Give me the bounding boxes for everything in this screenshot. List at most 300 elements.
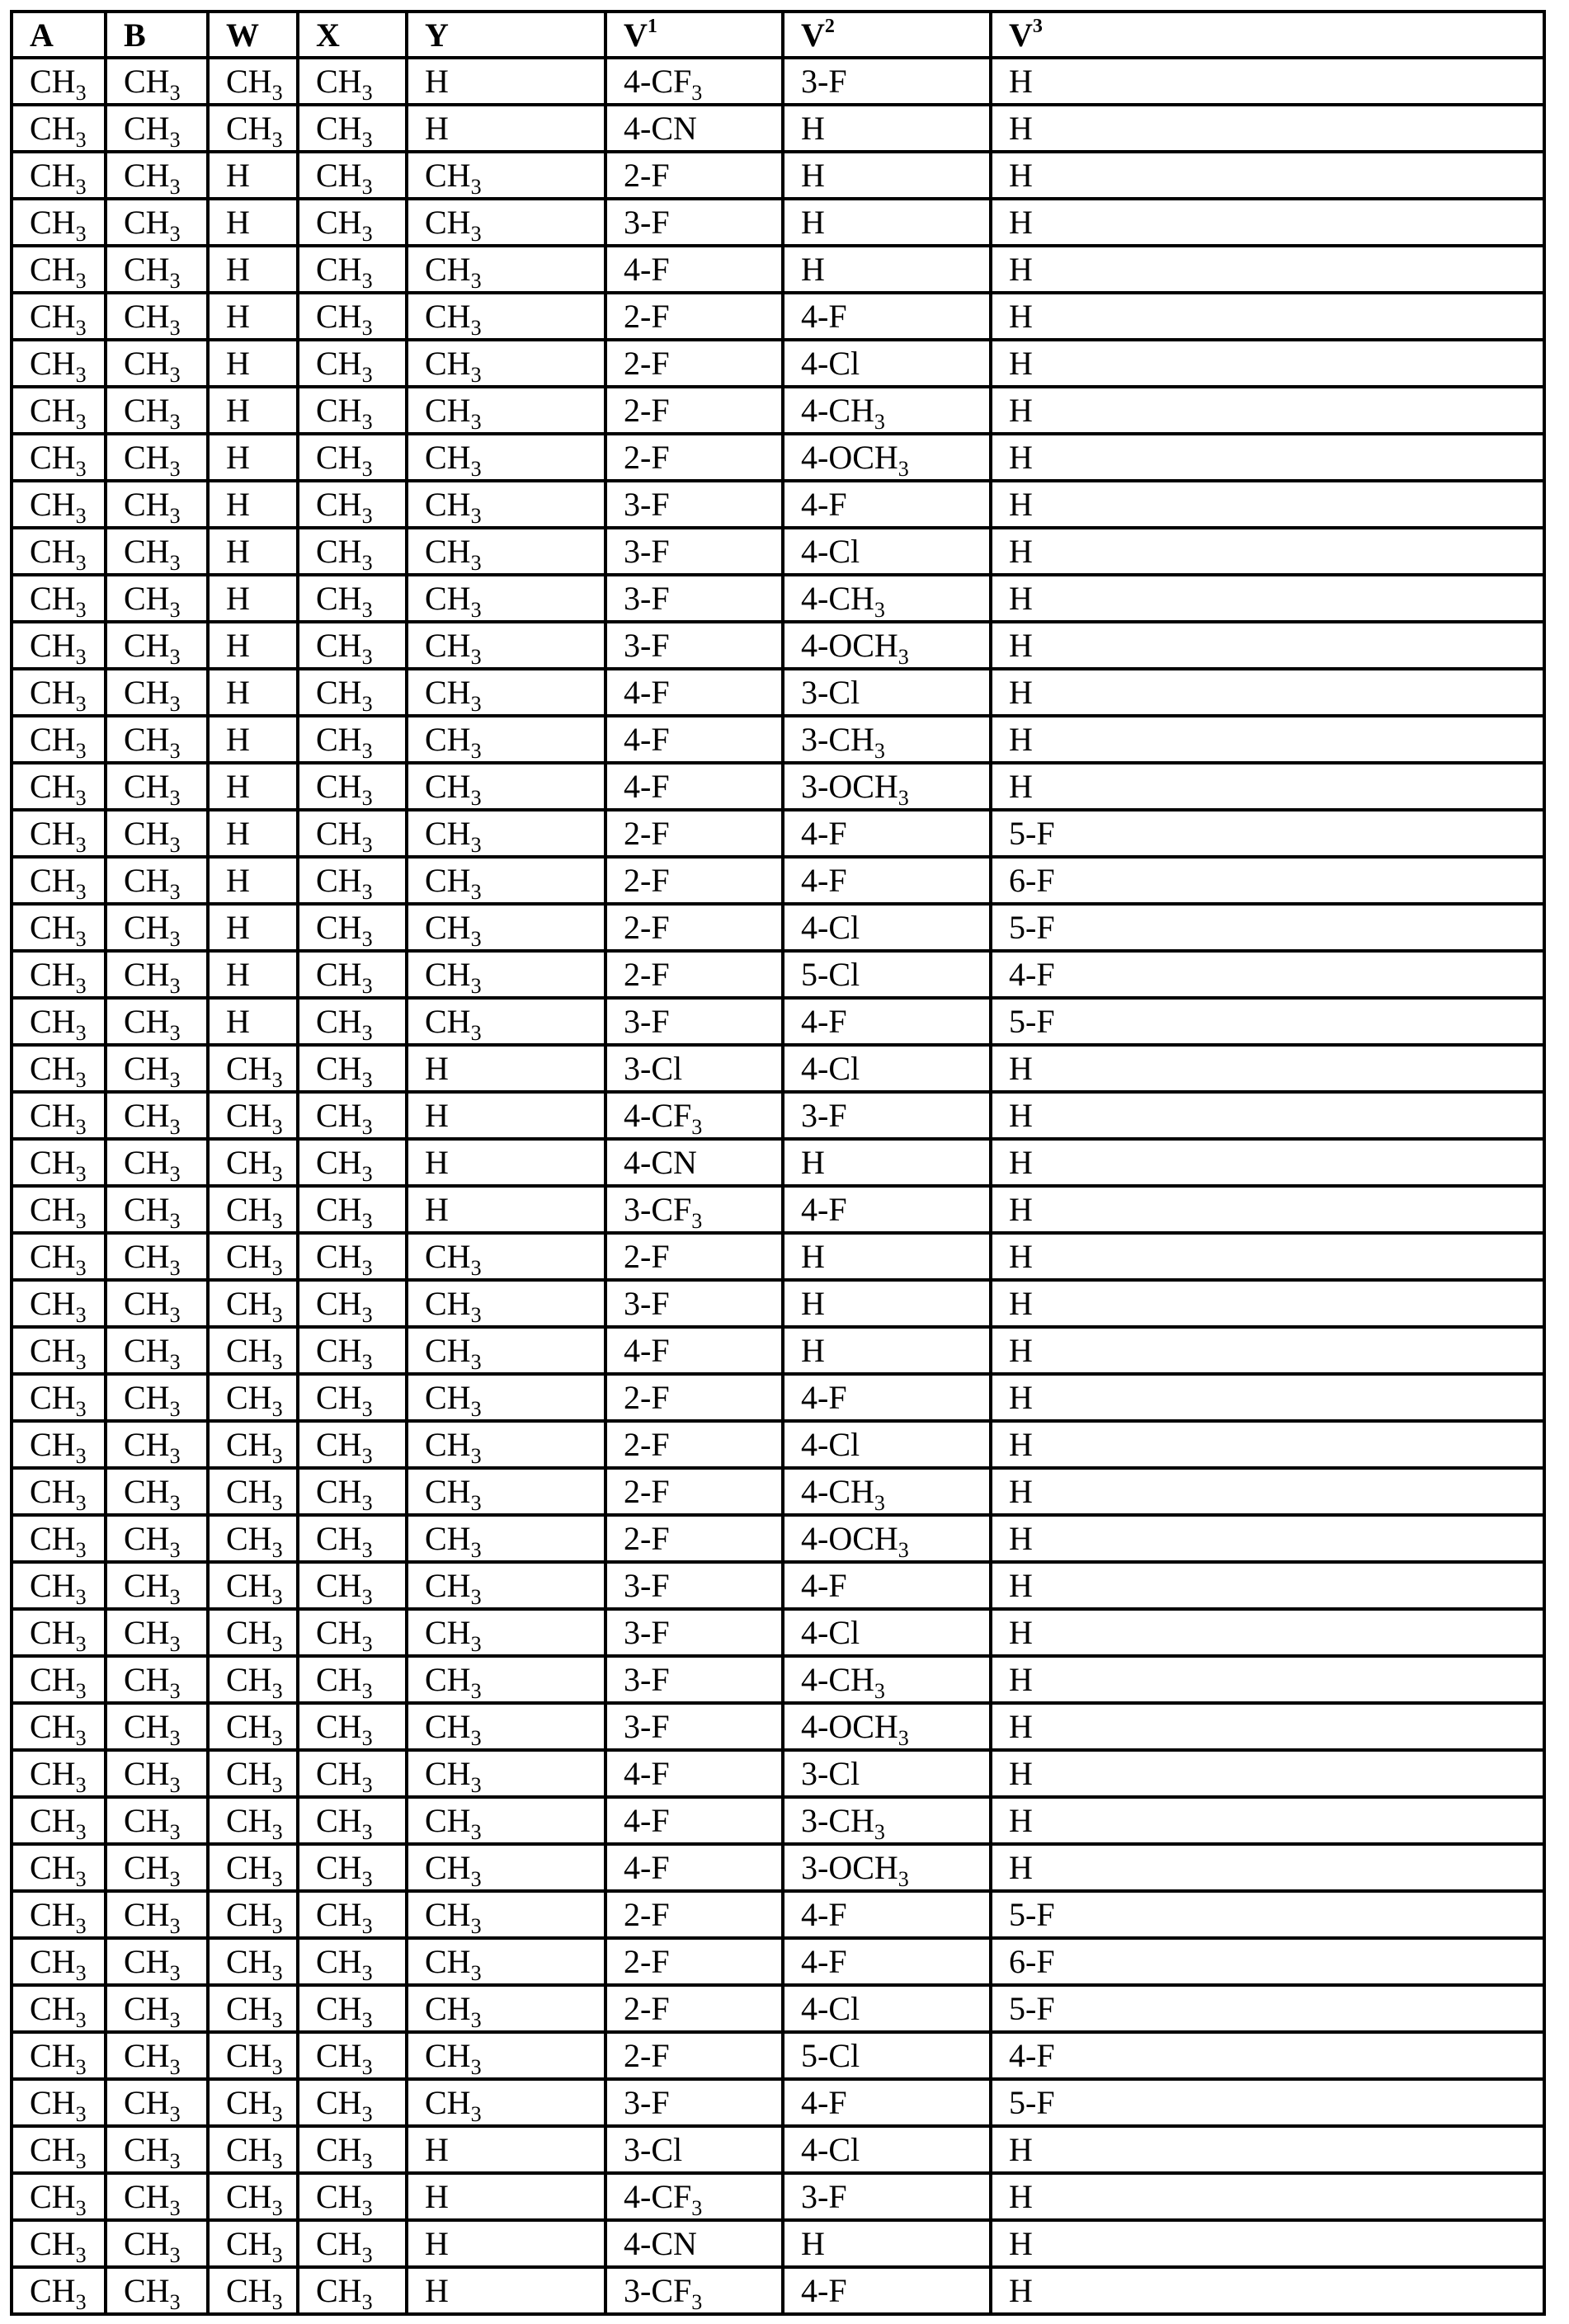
table-cell: $CH_3$	[407, 575, 605, 622]
table-cell: $CH_3$	[298, 199, 407, 246]
table-cell: H	[208, 575, 298, 622]
table-cell: 4-Cl	[783, 528, 991, 575]
table-cell: $3-CF_3$	[605, 1186, 783, 1233]
table-cell: $CH_3$	[298, 1327, 407, 1374]
table-cell: 2-F	[605, 152, 783, 199]
table-cell: $CH_3$	[407, 1233, 605, 1280]
table-cell: $CH_3$	[106, 58, 208, 105]
table-cell: H	[991, 1045, 1544, 1092]
table-cell: $CH_3$	[298, 1374, 407, 1421]
table-cell: $CH_3$	[208, 2173, 298, 2220]
table-cell: H	[991, 1844, 1544, 1891]
table-cell: $CH_3$	[12, 1562, 106, 1609]
table-cell: H	[991, 293, 1544, 340]
table-cell: H	[208, 622, 298, 669]
table-row	[12, 1703, 1544, 1750]
table-cell: H	[208, 340, 298, 387]
column-header-x: X	[298, 12, 407, 58]
table-cell: 5-F	[991, 1985, 1544, 2032]
table-cell: 4-F	[783, 1562, 991, 1609]
table-cell: $CH_3$	[407, 716, 605, 763]
table-cell: 4-F	[605, 1327, 783, 1374]
table-cell: $4-OCH_3$	[783, 622, 991, 669]
table-cell: $CH_3$	[208, 1515, 298, 1562]
table-cell: 3-F	[605, 1609, 783, 1656]
table-cell: $CH_3$	[208, 1891, 298, 1938]
column-header-y: Y	[407, 12, 605, 58]
table-cell: 3-F	[605, 622, 783, 669]
table-cell: $CH_3$	[106, 575, 208, 622]
table-cell: 4-F	[783, 1374, 991, 1421]
table-cell: $CH_3$	[298, 622, 407, 669]
table-cell: H	[991, 528, 1544, 575]
table-cell: 3-Cl	[605, 2126, 783, 2173]
table-cell: $CH_3$	[298, 2126, 407, 2173]
table-cell: $CH_3$	[12, 2126, 106, 2173]
table-cell: $CH_3$	[407, 1280, 605, 1327]
table-cell: $CH_3$	[407, 1844, 605, 1891]
table-cell: 3-F	[605, 481, 783, 528]
table-cell: $CH_3$	[12, 857, 106, 904]
table-cell: $CH_3$	[106, 622, 208, 669]
table-cell: 2-F	[605, 810, 783, 857]
table-cell: 4-F	[783, 481, 991, 528]
table-cell: $CH_3$	[298, 481, 407, 528]
table-row	[12, 1797, 1544, 1844]
table-cell: $CH_3$	[298, 58, 407, 105]
table-cell: 4-Cl	[783, 1045, 991, 1092]
table-cell: $CH_3$	[298, 2220, 407, 2267]
table-cell: 4-F	[783, 293, 991, 340]
column-header-a: A	[12, 12, 106, 58]
table-cell: H	[991, 1421, 1544, 1468]
table-cell: H	[991, 622, 1544, 669]
table-cell: H	[407, 105, 605, 152]
table-cell: $CH_3$	[407, 1703, 605, 1750]
table-cell: H	[991, 1327, 1544, 1374]
table-cell: $CH_3$	[208, 1750, 298, 1797]
table-row	[12, 998, 1544, 1045]
table-cell: $CH_3$	[106, 1985, 208, 2032]
table-cell: H	[991, 1703, 1544, 1750]
table-cell: 4-Cl	[783, 2126, 991, 2173]
table-cell: $CH_3$	[12, 2220, 106, 2267]
table-cell: 4-F	[783, 2267, 991, 2314]
table-cell: 4-F	[991, 951, 1544, 998]
table-cell: $CH_3$	[298, 763, 407, 810]
table-cell: $CH_3$	[106, 1891, 208, 1938]
table-cell: $CH_3$	[298, 904, 407, 951]
column-header-b: B	[106, 12, 208, 58]
table-cell: H	[208, 716, 298, 763]
table-cell: H	[208, 152, 298, 199]
table-cell: H	[208, 810, 298, 857]
table-cell: 4-CN	[605, 1139, 783, 1186]
table-cell: $4-CH_3$	[783, 1656, 991, 1703]
table-cell: H	[991, 1750, 1544, 1797]
table-cell: 4-F	[605, 669, 783, 716]
table-cell: $CH_3$	[12, 1609, 106, 1656]
table-cell: H	[991, 1233, 1544, 1280]
table-cell: $CH_3$	[12, 763, 106, 810]
table-cell: H	[783, 105, 991, 152]
table-cell: 3-F	[605, 1280, 783, 1327]
table-cell: $4-OCH_3$	[783, 1515, 991, 1562]
table-cell: H	[991, 1186, 1544, 1233]
table-cell: $CH_3$	[208, 1703, 298, 1750]
table-cell: H	[991, 763, 1544, 810]
table-cell: $CH_3$	[106, 810, 208, 857]
table-cell: H	[208, 481, 298, 528]
table-cell: $CH_3$	[407, 293, 605, 340]
table-cell: 4-F	[605, 1797, 783, 1844]
table-cell: H	[208, 528, 298, 575]
table-cell: H	[991, 105, 1544, 152]
table-cell: $3-CH_3$	[783, 716, 991, 763]
table-cell: $CH_3$	[208, 2032, 298, 2079]
table-cell: $CH_3$	[106, 246, 208, 293]
table-cell: H	[783, 1327, 991, 1374]
table-cell: $CH_3$	[298, 575, 407, 622]
table-cell: H	[407, 58, 605, 105]
table-cell: $CH_3$	[298, 1092, 407, 1139]
table-cell: $CH_3$	[106, 293, 208, 340]
table-cell: $CH_3$	[208, 1938, 298, 1985]
table-cell: 3-F	[605, 1703, 783, 1750]
table-cell: $CH_3$	[106, 1468, 208, 1515]
table-cell: 4-Cl	[783, 1609, 991, 1656]
table-cell: $CH_3$	[106, 1609, 208, 1656]
table-cell: H	[783, 152, 991, 199]
table-row	[12, 669, 1544, 716]
table-cell: H	[991, 152, 1544, 199]
table-cell: $CH_3$	[298, 716, 407, 763]
table-cell: 2-F	[605, 2032, 783, 2079]
table-cell: H	[208, 857, 298, 904]
table-cell: $CH_3$	[407, 1421, 605, 1468]
table-cell: $CH_3$	[12, 1515, 106, 1562]
table-cell: H	[783, 199, 991, 246]
table-cell: $CH_3$	[407, 2079, 605, 2126]
table-cell: $CH_3$	[298, 1139, 407, 1186]
table-row	[12, 1938, 1544, 1985]
table-cell: $CH_3$	[298, 340, 407, 387]
table-cell: $4-OCH_3$	[783, 434, 991, 481]
table-cell: $CH_3$	[106, 1750, 208, 1797]
table-cell: $CH_3$	[12, 716, 106, 763]
table-cell: 4-CN	[605, 2220, 783, 2267]
table-cell: $CH_3$	[12, 575, 106, 622]
table-cell: $CH_3$	[106, 199, 208, 246]
table-cell: $CH_3$	[298, 857, 407, 904]
table-cell: $CH_3$	[106, 669, 208, 716]
table-cell: $CH_3$	[407, 1515, 605, 1562]
table-cell: $CH_3$	[407, 1562, 605, 1609]
table-cell: $CH_3$	[298, 434, 407, 481]
table-cell: $CH_3$	[106, 904, 208, 951]
table-cell: H	[991, 199, 1544, 246]
table-cell: $CH_3$	[12, 293, 106, 340]
table-cell: $CH_3$	[12, 1421, 106, 1468]
table-cell: H	[208, 669, 298, 716]
table-cell: $CH_3$	[298, 1186, 407, 1233]
table-cell: $CH_3$	[407, 152, 605, 199]
table-row	[12, 1891, 1544, 1938]
table-cell: $CH_3$	[298, 669, 407, 716]
table-cell: $CH_3$	[12, 1092, 106, 1139]
table-body	[12, 58, 1544, 2314]
table-cell: $CH_3$	[106, 1562, 208, 1609]
table-cell: $CH_3$	[106, 2032, 208, 2079]
table-cell: $CH_3$	[298, 1233, 407, 1280]
table-cell: $CH_3$	[208, 2267, 298, 2314]
table-cell: $CH_3$	[208, 1797, 298, 1844]
header-row	[12, 12, 1544, 58]
table-row	[12, 904, 1544, 951]
table-cell: H	[407, 1045, 605, 1092]
table-cell: $CH_3$	[12, 810, 106, 857]
table-cell: $CH_3$	[208, 1656, 298, 1703]
table-cell: $CH_3$	[298, 1468, 407, 1515]
table-cell: H	[407, 2173, 605, 2220]
table-cell: $4-CH_3$	[783, 1468, 991, 1515]
table-row	[12, 340, 1544, 387]
table-cell: $CH_3$	[208, 1562, 298, 1609]
table-cell: $CH_3$	[298, 105, 407, 152]
table-row	[12, 1844, 1544, 1891]
table-cell: $CH_3$	[208, 2126, 298, 2173]
table-cell: 3-F	[605, 2079, 783, 2126]
table-cell: $3-OCH_3$	[783, 763, 991, 810]
table-cell: $CH_3$	[106, 1233, 208, 1280]
table-cell: $CH_3$	[407, 1985, 605, 2032]
table-cell: $CH_3$	[106, 528, 208, 575]
table-row	[12, 2220, 1544, 2267]
table-cell: H	[991, 2220, 1544, 2267]
table-cell: $CH_3$	[208, 105, 298, 152]
table-cell: $CH_3$	[298, 152, 407, 199]
table-cell: $CH_3$	[106, 1045, 208, 1092]
substituent-table	[10, 10, 1546, 2316]
table-row	[12, 716, 1544, 763]
table-cell: 2-F	[605, 387, 783, 434]
table-cell: 4-F	[605, 716, 783, 763]
table-cell: $CH_3$	[298, 246, 407, 293]
table-cell: $CH_3$	[12, 340, 106, 387]
table-cell: $CH_3$	[208, 58, 298, 105]
table-cell: $CH_3$	[407, 2032, 605, 2079]
table-cell: 4-F	[605, 763, 783, 810]
table-cell: 3-Cl	[783, 1750, 991, 1797]
table-cell: $CH_3$	[12, 58, 106, 105]
table-cell: $CH_3$	[12, 1374, 106, 1421]
table-cell: $CH_3$	[106, 1092, 208, 1139]
table-row	[12, 810, 1544, 857]
table-cell: 4-F	[783, 1938, 991, 1985]
table-row	[12, 1562, 1544, 1609]
column-header-v3: $V^3$	[991, 12, 1544, 58]
table-cell: 2-F	[605, 951, 783, 998]
table-cell: 4-F	[605, 246, 783, 293]
table-cell: 2-F	[605, 1233, 783, 1280]
table-row	[12, 1327, 1544, 1374]
table-cell: $CH_3$	[208, 2079, 298, 2126]
table-cell: H	[991, 1609, 1544, 1656]
table-cell: H	[991, 1139, 1544, 1186]
table-cell: H	[991, 58, 1544, 105]
table-cell: H	[407, 2126, 605, 2173]
table-cell: $CH_3$	[12, 387, 106, 434]
table-cell: $CH_3$	[12, 2173, 106, 2220]
table-cell: H	[208, 434, 298, 481]
table-cell: 4-F	[783, 810, 991, 857]
table-cell: $CH_3$	[12, 2267, 106, 2314]
table-cell: H	[783, 2220, 991, 2267]
table-cell: $CH_3$	[407, 1374, 605, 1421]
table-row	[12, 1092, 1544, 1139]
table-cell: $CH_3$	[12, 199, 106, 246]
table-cell: H	[783, 246, 991, 293]
table-cell: $CH_3$	[106, 1280, 208, 1327]
table-cell: $4-CF_3$	[605, 1092, 783, 1139]
table-cell: 3-F	[605, 998, 783, 1045]
table-cell: $CH_3$	[298, 2032, 407, 2079]
table-cell: $CH_3$	[12, 904, 106, 951]
table-cell: 2-F	[605, 340, 783, 387]
table-cell: 2-F	[605, 1374, 783, 1421]
table-cell: $CH_3$	[106, 1797, 208, 1844]
table-cell: H	[783, 1139, 991, 1186]
table-cell: $CH_3$	[407, 669, 605, 716]
table-cell: $CH_3$	[407, 763, 605, 810]
table-cell: 2-F	[605, 434, 783, 481]
table-row	[12, 387, 1544, 434]
table-cell: $CH_3$	[106, 951, 208, 998]
table-cell: $CH_3$	[407, 622, 605, 669]
table-cell: $CH_3$	[12, 1280, 106, 1327]
table-cell: $CH_3$	[208, 1092, 298, 1139]
table-cell: $CH_3$	[106, 1703, 208, 1750]
table-cell: $CH_3$	[12, 1327, 106, 1374]
table-row	[12, 1374, 1544, 1421]
table-cell: $CH_3$	[106, 1139, 208, 1186]
table-cell: $CH_3$	[407, 246, 605, 293]
table-cell: 5-F	[991, 810, 1544, 857]
table-cell: $CH_3$	[12, 998, 106, 1045]
table-cell: 2-F	[605, 904, 783, 951]
table-cell: H	[991, 1515, 1544, 1562]
table-cell: $CH_3$	[298, 951, 407, 998]
table-cell: $CH_3$	[106, 340, 208, 387]
table-cell: 2-F	[605, 1468, 783, 1515]
table-cell: $CH_3$	[106, 1515, 208, 1562]
table-row	[12, 575, 1544, 622]
table-cell: $CH_3$	[298, 1891, 407, 1938]
table-cell: 5-F	[991, 2079, 1544, 2126]
table-cell: 3-F	[783, 1092, 991, 1139]
table-cell: $CH_3$	[298, 1938, 407, 1985]
table-cell: $3-CF_3$	[605, 2267, 783, 2314]
table-row	[12, 58, 1544, 105]
table-cell: $CH_3$	[12, 528, 106, 575]
table-row	[12, 199, 1544, 246]
table-cell: 4-F	[783, 857, 991, 904]
table-cell: 2-F	[605, 1421, 783, 1468]
table-cell: $CH_3$	[298, 1280, 407, 1327]
table-cell: 2-F	[605, 857, 783, 904]
table-cell: H	[991, 2173, 1544, 2220]
table-cell: $CH_3$	[106, 1327, 208, 1374]
table-cell: $CH_3$	[12, 1891, 106, 1938]
table-cell: $CH_3$	[12, 1233, 106, 1280]
table-cell: $CH_3$	[407, 1938, 605, 1985]
table-cell: $CH_3$	[407, 1797, 605, 1844]
table-cell: $CH_3$	[298, 1656, 407, 1703]
table-cell: 4-F	[783, 1186, 991, 1233]
table-cell: 6-F	[991, 1938, 1544, 1985]
table-cell: $CH_3$	[407, 1327, 605, 1374]
table-row	[12, 1139, 1544, 1186]
table-cell: $3-CH_3$	[783, 1797, 991, 1844]
table-cell: $CH_3$	[298, 1797, 407, 1844]
table-cell: 5-Cl	[783, 2032, 991, 2079]
table-cell: $CH_3$	[12, 669, 106, 716]
table-cell: $CH_3$	[12, 622, 106, 669]
table-cell: $CH_3$	[12, 1139, 106, 1186]
table-cell: $CH_3$	[298, 387, 407, 434]
table-cell: H	[991, 246, 1544, 293]
table-cell: $CH_3$	[298, 2267, 407, 2314]
table-cell: $CH_3$	[12, 152, 106, 199]
table-cell: $4-CH_3$	[783, 387, 991, 434]
table-cell: H	[208, 246, 298, 293]
table-cell: H	[407, 1186, 605, 1233]
table-cell: $CH_3$	[298, 1844, 407, 1891]
table-row	[12, 152, 1544, 199]
table-cell: 5-F	[991, 998, 1544, 1045]
table-cell: H	[208, 293, 298, 340]
table-row	[12, 1045, 1544, 1092]
table-cell: $CH_3$	[106, 1656, 208, 1703]
table-cell: 5-F	[991, 904, 1544, 951]
table-cell: H	[407, 1092, 605, 1139]
table-cell: $CH_3$	[106, 105, 208, 152]
table-row	[12, 105, 1544, 152]
table-cell: 4-F	[783, 1891, 991, 1938]
table-cell: 2-F	[605, 1938, 783, 1985]
table-cell: $CH_3$	[298, 1985, 407, 2032]
table-cell: $CH_3$	[12, 1985, 106, 2032]
table-cell: 3-Cl	[783, 669, 991, 716]
table-cell: 3-F	[605, 199, 783, 246]
table-cell: H	[991, 340, 1544, 387]
table-cell: 4-F	[991, 2032, 1544, 2079]
table-row	[12, 2267, 1544, 2314]
table-cell: $CH_3$	[208, 1844, 298, 1891]
table-cell: $CH_3$	[208, 1139, 298, 1186]
table-cell: H	[407, 2267, 605, 2314]
table-cell: $CH_3$	[298, 1750, 407, 1797]
table-cell: H	[991, 1468, 1544, 1515]
table-cell: $CH_3$	[298, 2079, 407, 2126]
table-cell: 2-F	[605, 293, 783, 340]
table-cell: H	[407, 1139, 605, 1186]
table-cell: $CH_3$	[12, 1750, 106, 1797]
table-cell: 2-F	[605, 1985, 783, 2032]
table-cell: $CH_3$	[12, 1844, 106, 1891]
table-cell: $CH_3$	[106, 2126, 208, 2173]
table-cell: H	[208, 951, 298, 998]
